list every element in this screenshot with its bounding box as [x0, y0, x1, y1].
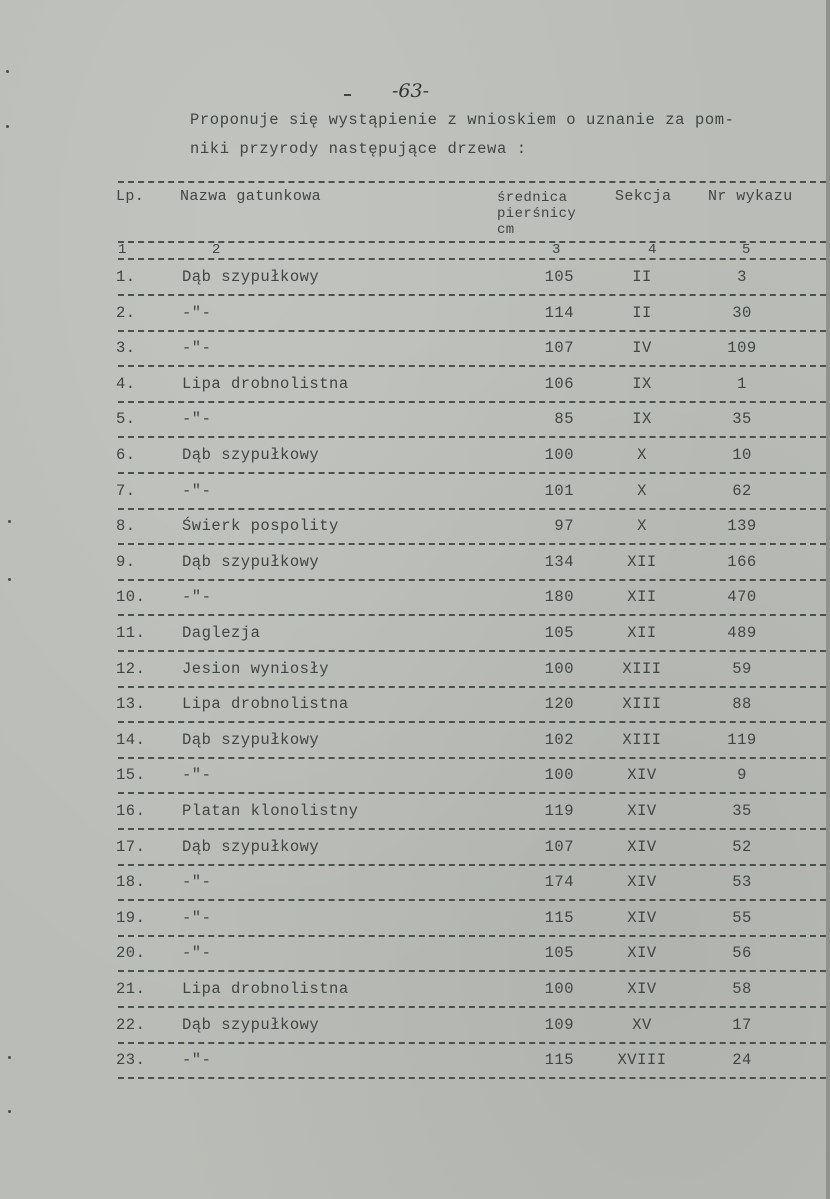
table-row	[0, 1051, 830, 1087]
row-rule	[118, 294, 826, 296]
row-section: X	[637, 482, 647, 500]
row-name: -"-	[182, 766, 212, 784]
column-number: 5	[742, 242, 751, 258]
table-row	[0, 838, 830, 874]
row-rule	[118, 864, 826, 866]
row-nr: 62	[732, 482, 752, 500]
row-nr: 30	[732, 304, 752, 322]
row-rule	[118, 579, 826, 581]
row-name: Dąb szypułkowy	[182, 1016, 320, 1034]
row-section: XIV	[627, 980, 657, 998]
row-diameter: 97	[554, 517, 574, 535]
row-diameter: 174	[544, 873, 574, 891]
row-name: Daglezja	[182, 624, 261, 642]
row-nr: 1	[737, 375, 747, 393]
row-lp: 9.	[116, 553, 136, 571]
row-lp: 20.	[116, 944, 146, 962]
row-diameter: 85	[554, 410, 574, 428]
row-section: XIV	[627, 909, 657, 927]
column-number: 3	[552, 242, 561, 258]
row-name: Platan klonolistny	[182, 802, 359, 820]
table-row	[0, 909, 830, 945]
row-rule	[118, 1077, 826, 1079]
row-lp: 17.	[116, 838, 146, 856]
header-section: Sekcja	[615, 188, 672, 205]
table-row	[0, 731, 830, 767]
row-rule	[118, 401, 826, 403]
row-lp: 18.	[116, 873, 146, 891]
row-diameter: 100	[544, 660, 574, 678]
row-nr: 55	[732, 909, 752, 927]
column-number-rule	[118, 258, 826, 260]
row-rule	[118, 686, 826, 688]
row-diameter: 107	[544, 838, 574, 856]
row-nr: 470	[727, 588, 757, 606]
row-name: -"-	[182, 909, 212, 927]
row-rule	[118, 472, 826, 474]
row-name: -"-	[182, 304, 212, 322]
row-diameter: 105	[544, 944, 574, 962]
row-diameter: 109	[544, 1016, 574, 1034]
row-section: XII	[627, 553, 657, 571]
row-rule	[118, 792, 826, 794]
row-nr: 10	[732, 446, 752, 464]
row-nr: 489	[727, 624, 757, 642]
row-diameter: 100	[544, 766, 574, 784]
punch-mark	[6, 70, 9, 73]
intro-line: Proponuje się wystąpienie z wnioskiem o uznanie za pom-	[190, 111, 735, 129]
row-section: X	[637, 446, 647, 464]
row-section: IX	[632, 410, 652, 428]
table-row	[0, 482, 830, 518]
row-lp: 1.	[116, 268, 136, 286]
column-number: 1	[118, 242, 127, 258]
table-row	[0, 944, 830, 980]
row-diameter: 101	[544, 482, 574, 500]
table-row	[0, 1016, 830, 1052]
row-name: Dąb szypułkowy	[182, 553, 320, 571]
row-lp: 11.	[116, 624, 146, 642]
row-section: XII	[627, 624, 657, 642]
row-section: XV	[632, 1016, 652, 1034]
header-diameter-line: cm	[497, 222, 515, 238]
row-lp: 15.	[116, 766, 146, 784]
column-number: 4	[648, 242, 657, 258]
header-diameter	[497, 190, 576, 238]
table-row	[0, 446, 830, 482]
table-row	[0, 980, 830, 1016]
row-lp: 8.	[116, 517, 136, 535]
row-nr: 17	[732, 1016, 752, 1034]
row-section: XIV	[627, 944, 657, 962]
row-nr: 56	[732, 944, 752, 962]
row-nr: 35	[732, 802, 752, 820]
row-lp: 4.	[116, 375, 136, 393]
row-name: Jesion wyniosły	[182, 660, 330, 678]
row-name: Świerk pospolity	[182, 517, 339, 535]
row-name: -"-	[182, 588, 212, 606]
row-section: XIII	[622, 731, 662, 749]
row-diameter: 134	[544, 553, 574, 571]
row-nr: 52	[732, 838, 752, 856]
row-diameter: 114	[544, 304, 574, 322]
row-nr: 3	[737, 268, 747, 286]
row-diameter: 100	[544, 980, 574, 998]
table-row	[0, 268, 830, 304]
table-row	[0, 304, 830, 340]
row-name: Dąb szypułkowy	[182, 838, 320, 856]
header-diameter-line: średnica	[497, 190, 568, 206]
row-section: XIV	[627, 766, 657, 784]
row-rule	[118, 614, 826, 616]
row-lp: 13.	[116, 695, 146, 713]
row-lp: 3.	[116, 339, 136, 357]
row-nr: 59	[732, 660, 752, 678]
row-diameter: 115	[544, 909, 574, 927]
row-nr: 166	[727, 553, 757, 571]
row-section: II	[632, 268, 652, 286]
table-row	[0, 873, 830, 909]
row-diameter: 100	[544, 446, 574, 464]
table-row	[0, 588, 830, 624]
row-diameter: 115	[544, 1051, 574, 1069]
table-row	[0, 766, 830, 802]
row-name: -"-	[182, 339, 212, 357]
table-row	[0, 624, 830, 660]
intro-line: niki przyrody następujące drzewa :	[190, 140, 527, 158]
row-lp: 2.	[116, 304, 136, 322]
row-rule	[118, 1006, 826, 1008]
row-section: XIII	[622, 660, 662, 678]
row-rule	[118, 543, 826, 545]
row-rule	[118, 650, 826, 652]
row-nr: 9	[737, 766, 747, 784]
row-rule	[118, 935, 826, 937]
row-rule	[118, 757, 826, 759]
punch-mark	[6, 125, 9, 128]
row-lp: 14.	[116, 731, 146, 749]
row-section: XIV	[627, 802, 657, 820]
row-rule	[118, 721, 826, 723]
row-diameter: 106	[544, 375, 574, 393]
row-lp: 6.	[116, 446, 136, 464]
row-name: -"-	[182, 482, 212, 500]
table-row	[0, 802, 830, 838]
row-lp: 22.	[116, 1016, 146, 1034]
row-section: XII	[627, 588, 657, 606]
row-lp: 19.	[116, 909, 146, 927]
row-section: XIV	[627, 838, 657, 856]
row-diameter: 180	[544, 588, 574, 606]
row-name: Dąb szypułkowy	[182, 731, 320, 749]
row-diameter: 120	[544, 695, 574, 713]
header-name: Nazwa gatunkowa	[180, 188, 322, 205]
row-rule	[118, 436, 826, 438]
row-lp: 5.	[116, 410, 136, 428]
row-section: IX	[632, 375, 652, 393]
row-nr: 53	[732, 873, 752, 891]
table-row	[0, 517, 830, 553]
row-rule	[118, 828, 826, 830]
row-nr: 119	[727, 731, 757, 749]
row-rule	[118, 365, 826, 367]
row-name: Dąb szypułkowy	[182, 268, 320, 286]
row-rule	[118, 1042, 826, 1044]
row-rule	[118, 970, 826, 972]
table-row	[0, 339, 830, 375]
row-name: Lipa drobnolistna	[182, 980, 349, 998]
row-name: Lipa drobnolistna	[182, 695, 349, 713]
row-lp: 23.	[116, 1051, 146, 1069]
row-section: XIV	[627, 873, 657, 891]
row-rule	[118, 899, 826, 901]
column-number: 2	[212, 242, 221, 258]
page-number-dash	[344, 94, 351, 96]
row-diameter: 105	[544, 624, 574, 642]
intro-paragraph	[190, 106, 790, 164]
row-lp: 10.	[116, 588, 146, 606]
table-row	[0, 660, 830, 696]
row-rule	[118, 508, 826, 510]
row-name: Dąb szypułkowy	[182, 446, 320, 464]
row-nr: 88	[732, 695, 752, 713]
page-number: -63-	[392, 80, 430, 102]
table-row	[0, 553, 830, 589]
row-section: XIII	[622, 695, 662, 713]
row-section: IV	[632, 339, 652, 357]
row-name: -"-	[182, 873, 212, 891]
row-name: Lipa drobnolistna	[182, 375, 349, 393]
row-lp: 12.	[116, 660, 146, 678]
row-diameter: 107	[544, 339, 574, 357]
row-section: II	[632, 304, 652, 322]
punch-mark	[8, 1110, 11, 1113]
row-name: -"-	[182, 410, 212, 428]
row-nr: 58	[732, 980, 752, 998]
row-section: XVIII	[617, 1051, 667, 1069]
row-diameter: 102	[544, 731, 574, 749]
table-row	[0, 695, 830, 731]
row-nr: 139	[727, 517, 757, 535]
row-nr: 24	[732, 1051, 752, 1069]
header-diameter-line: pierśnicy	[497, 206, 577, 222]
row-nr: 35	[732, 410, 752, 428]
table-top-rule	[118, 181, 826, 183]
row-section: X	[637, 517, 647, 535]
header-lp: Lp.	[116, 188, 145, 205]
row-nr: 109	[727, 339, 757, 357]
row-lp: 16.	[116, 802, 146, 820]
row-lp: 21.	[116, 980, 146, 998]
table-row	[0, 410, 830, 446]
row-rule	[118, 330, 826, 332]
row-name: -"-	[182, 1051, 212, 1069]
table-row	[0, 375, 830, 411]
row-lp: 7.	[116, 482, 136, 500]
header-rule	[118, 241, 826, 243]
row-diameter: 105	[544, 268, 574, 286]
header-nr: Nr wykazu	[708, 188, 793, 205]
row-name: -"-	[182, 944, 212, 962]
row-diameter: 119	[544, 802, 574, 820]
